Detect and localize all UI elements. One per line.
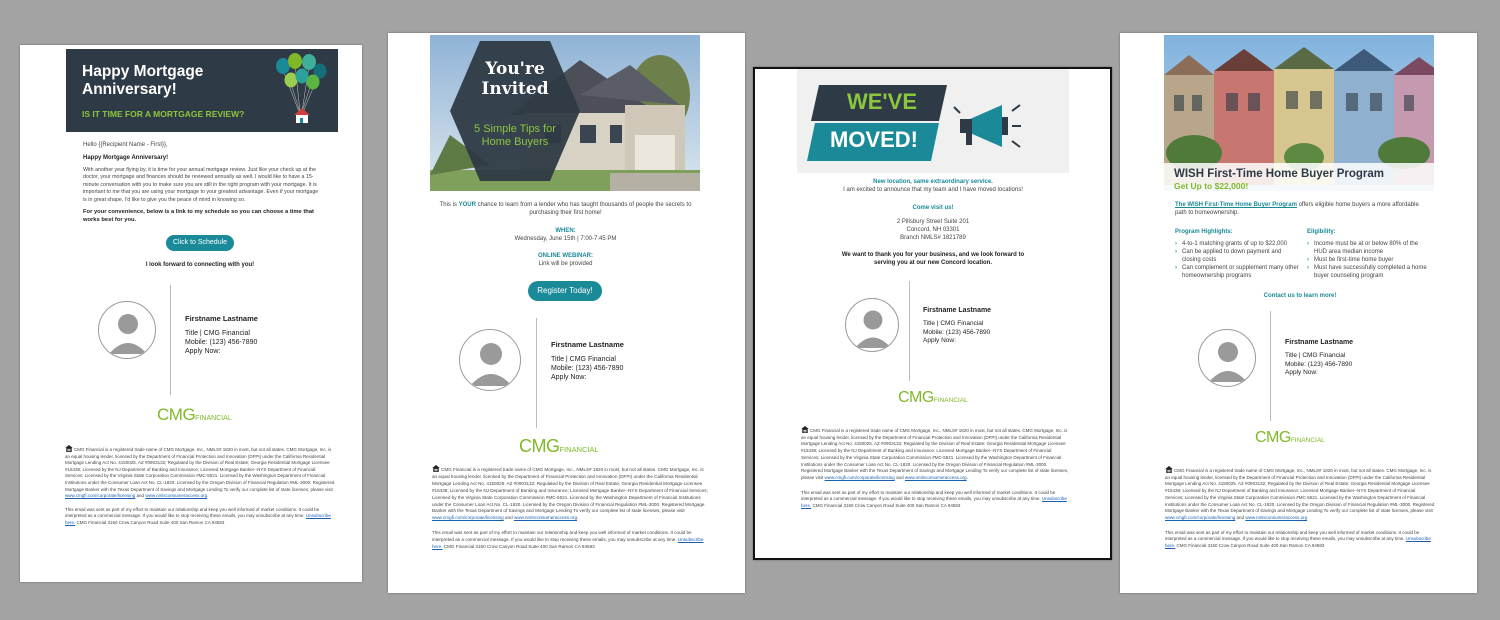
visit-label: Come visit us! (912, 205, 954, 211)
equal-housing-icon (1165, 466, 1173, 473)
online-label: ONLINE WEBINAR: (538, 253, 593, 259)
signature-apply[interactable]: Apply Now: (1285, 369, 1318, 376)
signature-name: Firstname Lastname (185, 314, 258, 323)
hero-invited: Invited (481, 79, 549, 99)
when-label: WHEN: (555, 228, 576, 234)
signature-title: Title | CMG Financial (551, 356, 616, 363)
email-preview-card-invited[interactable] (388, 33, 745, 593)
address-line-1: 2 Pillsbury Street Suite 201 (896, 219, 970, 225)
licensing-link[interactable]: www.cmgfi.com/corporate/licensing (1165, 514, 1236, 520)
person-icon (1199, 330, 1256, 387)
equal-housing-icon (432, 465, 440, 472)
list-item: › Can complement or supplement many other homeownership programs (1175, 264, 1300, 280)
signature-mobile: Mobile: (123) 456-7890 (185, 339, 258, 346)
unsubscribe-link[interactable]: Unsubscribe here. (801, 496, 1067, 509)
contact-text[interactable]: Contact us to learn more! (1263, 293, 1337, 299)
banner-subtitle: IS IT TIME FOR A MORTGAGE REVIEW? (82, 109, 245, 119)
profile-avatar (845, 298, 899, 352)
person-icon (460, 330, 521, 391)
signature-name: Firstname Lastname (551, 340, 624, 349)
footer-text: This email was sent as part of my effort to maintain our relationship and keep you well informed of market conditions. It could be interpreted as a commercial message. If you would like to stop receiving these emails, you may unsubscribe at any time. Unsubscribe here. CMG Financial 3160 Crow Canyon Road Suite 400 San Ramon CA 94583 (65, 506, 331, 525)
cmg-financial-logo: CMGFINANCIAL (519, 436, 599, 456)
balloon-house-icon (271, 52, 331, 130)
hero-subtitle: Get Up to $22,000! (1174, 181, 1249, 191)
eligibility-column (1307, 228, 1427, 280)
closing-text: I look forward to connecting with you! (145, 262, 255, 268)
eligibility-label: Eligibility: (1307, 229, 1336, 235)
online-value: Link will be provided (538, 261, 593, 267)
footer-text: This email was sent as part of my effort to maintain our relationship and keep you well informed of market conditions. It could be interpreted as a commercial message. If you would like to stop receiving these emails, you may unsubscribe at any time. Unsubscribe here. CMG Financial 3160 Crow Canyon Road Suite 400 San Ramon CA 94583 (432, 530, 704, 550)
licensing-link[interactable]: www.cmgfi.com/corporate/licensing (65, 493, 136, 499)
profile-avatar (98, 301, 156, 359)
signature-divider (170, 285, 171, 395)
signature-title: Title | CMG Financial (185, 330, 250, 337)
profile-avatar (459, 329, 521, 391)
signature-title: Title | CMG Financial (1285, 352, 1346, 359)
hero-youre: You're (485, 59, 545, 79)
list-item: › Can be applied to down payment and closing costs (1175, 248, 1300, 264)
nmls-link[interactable]: www.nmlsconsumeraccess.org (904, 474, 967, 480)
cmg-financial-logo: CMGFINANCIAL (898, 389, 968, 406)
signature-apply[interactable]: Apply Now: (185, 348, 221, 355)
cmg-financial-logo: CMGFINANCIAL (157, 405, 232, 424)
moved-hero-banner (797, 69, 1069, 173)
intro-text: This is YOUR chance to learn from a lender who has taught thousands of people the secrets to purchasing their first home! (439, 202, 692, 216)
footer-text: This email was sent as part of my effort to maintain our relationship and keep you well informed of market conditions. It could be interpreted as a commercial message. If you would like to stop receiving these emails, you may unsubscribe at any time. Unsubscribe here. CMG Financial 3160 Crow Canyon Road Suite 400 San Ramon CA 94583 (801, 489, 1067, 509)
list-item: › Must be first-time home buyer (1307, 256, 1427, 264)
signature-divider (1270, 311, 1271, 421)
signature-name: Firstname Lastname (1285, 339, 1354, 346)
footer-text: This email was sent as part of my effort to maintain our relationship and keep you well informed of market conditions. It could be interpreted as a commercial message. If you would like to stop receiving these emails, you may unsubscribe at any time. Unsubscribe here. CMG Financial 3160 Crow Canyon Road Suite 400 San Ramon CA 94583 (1165, 529, 1431, 549)
list-item: › Income must be at or below 80% of the HUD area median income (1307, 240, 1427, 256)
highlights-list (1175, 240, 1300, 280)
signature-apply[interactable]: Apply Now: (923, 337, 956, 344)
heading-text: Happy Mortgage Anniversary! (83, 155, 169, 161)
email-preview-card-moved[interactable] (753, 67, 1112, 560)
unsubscribe-link[interactable]: Unsubscribe here. (432, 537, 704, 550)
convenience-text: For your convenience, below is a link to my schedule so you can choose a time that works best for you. (83, 209, 314, 223)
intro-text: The WISH First-Time Home Buyer Program offers eligible home buyers a more affordable path to homeownership. (1175, 202, 1419, 216)
list-item: › Must have successfully completed a home buyer counseling program (1307, 264, 1427, 280)
body-text: With another year flying by, it is time for your annual mortgage review. Just like your check up at the doctor, your mortgage and finances should be reviewed annually as well. I would like to have a 15-minute conversation with you to make sure you are still in the right program with your mortgage. It is important to me that you are using your mortgage to your greatest advantage. Even if your mortgage is in great shape, I'd like to give you the peace of mind in knowing so. (83, 167, 319, 203)
email-preview-card-anniversary[interactable] (20, 45, 362, 582)
unsubscribe-link[interactable]: Unsubscribe here. (1165, 536, 1431, 549)
greeting-text: Hello {{Recipient Name - First}}, (83, 142, 168, 148)
hero-title: WISH First-Time Home Buyer Program (1174, 168, 1385, 180)
megaphone-icon (952, 97, 1022, 157)
equal-housing-icon (801, 426, 809, 433)
email-preview-card-wish[interactable] (1120, 33, 1477, 593)
nmls-link[interactable]: www.nmlsconsumeraccess.org (145, 493, 208, 499)
legal-disclaimer: CMG Financial is a registered trade name of CMG Mortgage, Inc., NMLS# 1820 in most, but not all states. CMG Mortgage, Inc. is an equal housing lender, licensed by the Department of Financial Protection and Innovation (DFPI) under the California Residential Mortgage Lending Act No. 4150025. AZ #0903132; Regulated by the Division of Real Estate; Georgia Residential Mortgage Licensee #15438; Licensed by the NJ Department of Banking and Insurance; Licensed Mortgage Banker--NYS Department of Financial Services; Licensed by the Virginia State Corporation Commission #MC-5521. Licensed by the Washington Department of Financial Institutions under the Consumer Loan Act No. CL-1820. Licensed by the Oregon Division of Financial Regulation #ML-3000. Registered Mortgage Banker with the Texas Department of Savings and Mortgage Lending To verify our complete list of state licenses, please visit www.cmgfi.com/corporate/licensing and www.nmlsconsumeraccess.org. This email was sent as part of my effort to maintain our relationship and keep you well informed of market conditions. It could be interpreted as a commercial message. If you would like to stop receiving these emails, you may unsubscribe at any time. Unsubscribe here. CMG Financial 3160 Crow Canyon Road Suite 400 San Ramon CA 94583 (432, 465, 710, 551)
cmg-financial-logo: CMGFINANCIAL (1255, 429, 1325, 446)
signature-mobile: Mobile: (123) 456-7890 (551, 365, 624, 372)
legal-disclaimer: CMG Financial is a registered trade name of CMG Mortgage, Inc., NMLS# 1820 in most, but not all states. CMG Mortgage, Inc. is an equal housing lender, licensed by the Department of Financial Protection and Innovation (DFPI) under the California Residential Mortgage Lending Act No. 4150025. AZ #0903132; Regulated by the Division of Real Estate; Georgia Residential Mortgage Licensee #15438; Licensed by the NJ Department of Banking and Insurance; Licensed Mortgage Banker--NYS Department of Financial Services; Licensed by the Virginia State Corporation Commission #MC-5521. Licensed by the Washington Department of Financial Institutions under the Consumer Loan Act No. CL-1820. Licensed by the Oregon Division of Financial Regulation #ML-3000. Registered Mortgage Banker with the Texas Department of Savings and Mortgage Lending To verify our complete list of state licenses, please visit www.cmgfi.com/corporate/licensing and www.nmlsconsumeraccess.org. This email was sent as part of my effort to maintain our relationship and keep you well informed of market conditions. It could be interpreted as a commercial message. If you would like to stop receiving these emails, you may unsubscribe at any time. Unsubscribe here. CMG Financial 3160 Crow Canyon Road Suite 400 San Ramon CA 94583 (65, 447, 335, 525)
register-today-button[interactable]: Register Today! (528, 281, 602, 301)
hero-house-image (430, 35, 700, 191)
legal-disclaimer: CMG Financial is a registered trade name of CMG Mortgage, Inc., NMLS# 1820 in most, but not all states. CMG Mortgage, Inc. is an equal housing lender, licensed by the Department of Financial Protection and Innovation (DFPI) under the California Residential Mortgage Lending Act No. 4150025. AZ #0903132; Regulated by the Division of Real Estate; Georgia Residential Mortgage Licensee #15438; Licensed by the NJ Department of Banking and Insurance; Licensed Mortgage Banker--NYS Department of Financial Services; Licensed by the Virginia State Corporation Commission #MC-5521. Licensed by the Washington Department of Financial Institutions under the Consumer Loan Act No. CL-1820. Licensed by the Oregon Division of Financial Regulation #ML-3000. Registered Mortgage Banker with the Texas Department of Savings and Mortgage Lending To verify our complete list of state licenses, please visit www.cmgfi.com/corporate/licensing and www.nmlsconsumeraccess.org. This email was sent as part of my effort to maintain our relationship and keep you well informed of market conditions. It could be interpreted as a commercial message. If you would like to stop receiving these emails, you may unsubscribe at any time. Unsubscribe here. CMG Financial 3160 Crow Canyon Road Suite 400 San Ramon CA 94583 (801, 428, 1069, 509)
signature-name: Firstname Lastname (923, 307, 992, 314)
highlights-label: Program Highlights: (1175, 229, 1233, 235)
signature-title: Title | CMG Financial (923, 320, 984, 327)
equal-housing-icon (65, 445, 73, 452)
eligibility-list (1307, 240, 1427, 280)
tagline-text: New location, same extraordinary service. (873, 179, 993, 185)
address-line-2: Concord, NH 03301 (906, 227, 960, 233)
wish-program-link[interactable]: The WISH First-Time Home Buyer Program (1175, 202, 1297, 208)
nmls-link[interactable]: www.nmlsconsumeraccess.org (1245, 514, 1308, 520)
hero-painted-ladies-image (1164, 35, 1434, 191)
nmls-link[interactable]: www.nmlsconsumeraccess.org (513, 515, 578, 521)
thanks-text: We want to thank you for your business, and we look forward to serving you at our new Concord location. (841, 252, 1025, 266)
profile-avatar (1198, 329, 1256, 387)
signature-apply[interactable]: Apply Now: (551, 374, 587, 381)
person-icon (846, 299, 899, 352)
list-item: › 4-to-1 matching grants of up to $22,000 (1175, 240, 1300, 248)
hero-subtitle: 5 Simple Tips for Home Buyers (474, 123, 556, 148)
banner-title: Happy Mortgage Anniversary! (82, 63, 204, 98)
announce-text: I am excited to announce that my team and I have moved locations! (843, 187, 1023, 193)
unsubscribe-link[interactable]: Unsubscribe here. (65, 513, 331, 525)
signature-mobile: Mobile: (123) 456-7890 (923, 328, 991, 336)
moved-banner-shape (797, 69, 1069, 173)
legal-disclaimer: CMG Financial is a registered trade name of CMG Mortgage, Inc., NMLS# 1820 in most, but not all states. CMG Mortgage, Inc. is an equal housing lender, licensed by the Department of Financial Protection and Innovation (DFPI) under the California Residential Mortgage Lending Act No. 4150025. AZ #0903132; Regulated by the Division of Real Estate; Georgia Residential Mortgage Licensee #15438; Licensed by the NJ Department of Banking and Insurance; Licensed Mortgage Banker--NYS Department of Financial Services; Licensed by the Virginia State Corporation Commission #MC-5521. Licensed by the Washington Department of Financial Institutions under the Consumer Loan Act No. CL-1820. Licensed by the Oregon Division of Financial Regulation #ML-3000. Registered Mortgage Banker with the Texas Department of Savings and Mortgage Lending To verify our complete list of state licenses, please visit www.cmgfi.com/corporate/licensing and www.nmlsconsumeraccess.org. This email was sent as part of my effort to maintain our relationship and keep you well informed of market conditions. It could be interpreted as a commercial message. If you would like to stop receiving these emails, you may unsubscribe at any time. Unsubscribe here. CMG Financial 3160 Crow Canyon Road Suite 400 San Ramon CA 94583 (1165, 468, 1435, 549)
highlights-column (1175, 228, 1300, 280)
person-icon (99, 302, 156, 359)
signature-divider (909, 281, 910, 381)
licensing-link[interactable]: www.cmgfi.com/corporate/licensing (824, 474, 895, 480)
signature-divider (536, 318, 537, 428)
hero-weve: WE'VE (846, 89, 918, 114)
address-line-3: Branch NMLS# 1821789 (900, 235, 966, 241)
when-value: Wednesday, June 15th | 7:00-7:45 PM (514, 236, 617, 242)
signature-mobile: Mobile: (123) 456-7890 (1285, 360, 1353, 368)
anniversary-banner (66, 49, 338, 132)
hero-moved: MOVED! (830, 127, 918, 152)
click-to-schedule-button[interactable]: Click to Schedule (166, 235, 234, 251)
licensing-link[interactable]: www.cmgfi.com/corporate/licensing (432, 515, 504, 521)
